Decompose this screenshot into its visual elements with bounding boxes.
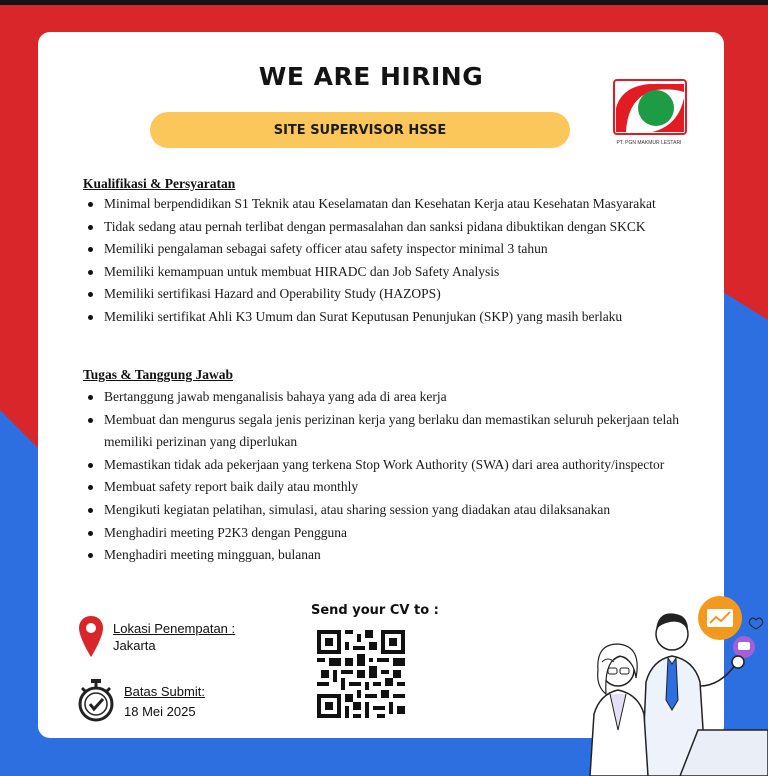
qualifications-list bbox=[83, 193, 679, 329]
qr-code-icon[interactable] bbox=[317, 630, 405, 718]
list-item: Memiliki sertifikat Ahli K3 Umum dan Surat Keputusan Penunjukan (SKP) yang masih berlaku bbox=[83, 306, 679, 329]
location-label: Lokasi Penempatan : bbox=[113, 621, 236, 636]
list-item: Bertanggung jawab menganalisis bahaya yang ada di area kerja bbox=[83, 386, 679, 409]
location-value: Jakarta bbox=[113, 638, 156, 653]
company-caption: PT. PGN MAKMUR LESTARI bbox=[616, 140, 682, 146]
duties-list bbox=[83, 386, 679, 567]
people-illustration bbox=[560, 590, 768, 776]
send-cv-label: Send your CV to : bbox=[311, 603, 439, 618]
list-item: Memiliki pengalaman sebagai safety officer atau safety inspector minimal 3 tahun bbox=[83, 238, 679, 261]
list-item: Mengikuti kegiatan pelatihan, simulasi, atau sharing session yang diadakan atau dilaksanakan bbox=[83, 499, 679, 522]
list-item: Menghadiri meeting P2K3 dengan Pengguna bbox=[83, 522, 679, 545]
page-title: WE ARE HIRING bbox=[258, 62, 484, 91]
stopwatch-icon bbox=[76, 678, 116, 722]
list-item: Memiliki sertifikasi Hazard and Operability Study (HAZOPS) bbox=[83, 283, 679, 306]
list-item: Memastikan tidak ada pekerjaan yang terkena Stop Work Authority (SWA) dari area authority/inspector bbox=[83, 454, 679, 477]
deadline-value: 18 Mei 2025 bbox=[124, 704, 196, 719]
duties-title: Tugas & Tanggung Jawab bbox=[83, 367, 233, 382]
location-pin-icon bbox=[78, 615, 104, 659]
list-item: Menghadiri meeting mingguan, bulanan bbox=[83, 544, 679, 567]
position-title: SITE SUPERVISOR HSSE bbox=[273, 122, 447, 138]
company-logo-icon bbox=[612, 78, 688, 136]
deadline-label: Batas Submit: bbox=[124, 684, 205, 699]
list-item: Minimal berpendidikan S1 Teknik atau Keselamatan dan Kesehatan Kerja atau Kesehatan Masyarakat bbox=[83, 193, 679, 216]
qualifications-title: Kualifikasi & Persyaratan bbox=[83, 176, 236, 191]
list-item: Membuat dan mengurus segala jenis perizinan kerja yang berlaku dan memastikan seluruh pekerjaan telah memiliki perizinan yang diperlukan bbox=[83, 409, 679, 454]
list-item: Tidak sedang atau pernah terlibat dengan permasalahan dan sanksi pidana dibuktikan dengan SKCK bbox=[83, 216, 679, 239]
list-item: Memiliki kemampuan untuk membuat HIRADC dan Job Safety Analysis bbox=[83, 261, 679, 284]
position-banner bbox=[150, 112, 570, 148]
list-item: Membuat safety report baik daily atau monthly bbox=[83, 476, 679, 499]
